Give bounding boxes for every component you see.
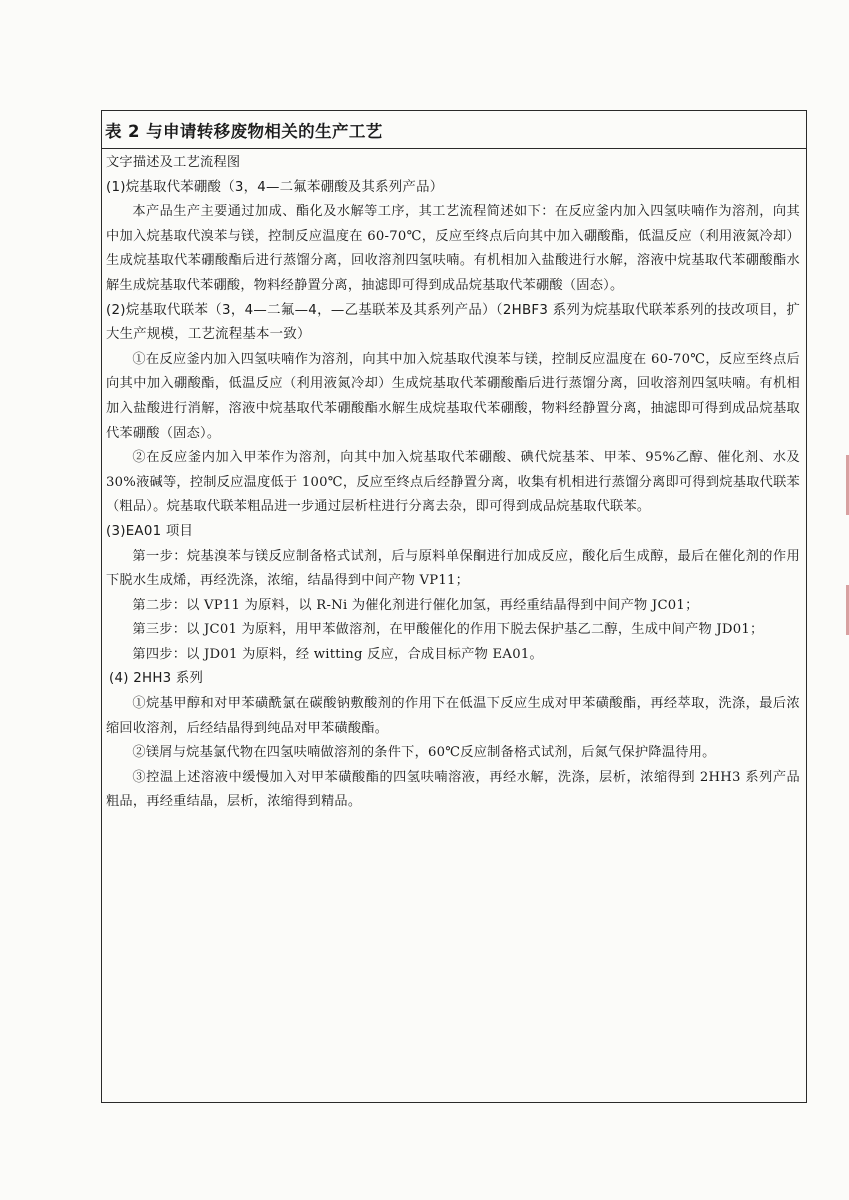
section-heading-4: (4) 2HH3 系列 <box>109 671 204 687</box>
process-description <box>102 149 806 815</box>
step-1: 第一步：烷基溴苯与镁反应制备格式试剂，后与原料单保酮进行加成反应，酸化后生成醇，最后在催化剂的作用下脱水生成烯，再经洗涤，浓缩，结晶得到中间产物 VP11； <box>106 548 800 589</box>
section-heading-2: (2)烷基取代联苯（3，4—二氟—4，—乙基联苯及其系列产品）（2HBF3 系列为烷基取代联苯系列的技改项目，扩大生产规模，工艺流程基本一致） <box>106 302 800 343</box>
paragraph-4c: ③控温上述溶液中缓慢加入对甲苯磺酸酯的四氢呋喃溶液，再经水解，洗涤，层析，浓缩得到 2HH3 系列产品粗品，再经重结晶，层析，浓缩得到精品。 <box>106 769 800 810</box>
section-heading-3: (3)EA01 项目 <box>106 523 194 539</box>
step-3: 第三步：以 JC01 为原料，用甲苯做溶剂，在甲酸催化的作用下脱去保护基乙二醇，生成中间产物 JD01； <box>132 622 764 638</box>
section-heading-1: (1)烷基取代苯硼酸（3，4—二氟苯硼酸及其系列产品） <box>106 179 444 195</box>
step-4: 第四步：以 JD01 为原料，经 witting 反应，合成目标产物 EA01。 <box>132 646 543 662</box>
paragraph-1: 本产品生产主要通过加成、酯化及水解等工序，其工艺流程简述如下：在反应釜内加入四氢呋喃作为溶剂，向其中加入烷基取代溴苯与镁，控制反应温度在 60-70℃，反应至终点后向其中加入硼酸酯，低温反应（利用液氮冷却）生成烷基取代苯硼酸酯后进行蒸馏分离，回收溶剂四氢呋喃。有机相加入盐酸进行水解，溶液中烷基取代苯硼酸酯水解生成烷基取代苯硼酸，物料经静置分离，抽滤即可得到成品烷基取代苯硼酸（固态）。 <box>106 204 800 293</box>
paragraph-2b: ②在反应釜内加入甲苯作为溶剂，向其中加入烷基取代苯硼酸、碘代烷基苯、甲苯、95%乙醇、催化剂、水及 30%液碱等，控制反应温度低于 100℃，反应至终点后经静置分离，收集有机相进行蒸馏分离即可得到烷基取代联苯（粗品）。烷基取代联苯粗品进一步通过层析柱进行分离去杂，即可得到成品烷基取代联苯。 <box>106 450 800 515</box>
paragraph-2a: ①在反应釜内加入四氢呋喃作为溶剂，向其中加入烷基取代溴苯与镁，控制反应温度在 60-70℃，反应至终点后向其中加入硼酸酯，低温反应（利用液氮冷却）生成烷基取代苯硼酸酯后进行蒸馏分离，回收溶剂四氢呋喃。有机相加入盐酸进行消解，溶液中烷基取代苯硼酸酯水解生成烷基取代苯硼酸，物料经静置分离，抽滤即可得到成品烷基取代苯硼酸（固态）。 <box>106 351 800 441</box>
process-table <box>101 110 807 1103</box>
step-2: 第二步：以 VP11 为原料，以 R-Ni 为催化剂进行催化加氢，再经重结晶得到中间产物 JC01； <box>132 597 699 613</box>
table-title-row <box>102 111 806 149</box>
section-label: 文字描述及工艺流程图 <box>106 155 241 170</box>
table-title: 表 2 与申请转移废物相关的生产工艺 <box>105 121 383 141</box>
paragraph-4a: ①烷基甲醇和对甲苯磺酰氯在碳酸钠敷酸剂的作用下在低温下反应生成对甲苯磺酸酯，再经萃取，洗涤，最后浓缩回收溶剂，后经结晶得到纯品对甲苯磺酸酯。 <box>106 696 800 736</box>
paragraph-4b: ②镁屑与烷基氯代物在四氢呋喃做溶剂的条件下，60℃反应制备格式试剂，后氮气保护降温待用。 <box>132 745 716 761</box>
